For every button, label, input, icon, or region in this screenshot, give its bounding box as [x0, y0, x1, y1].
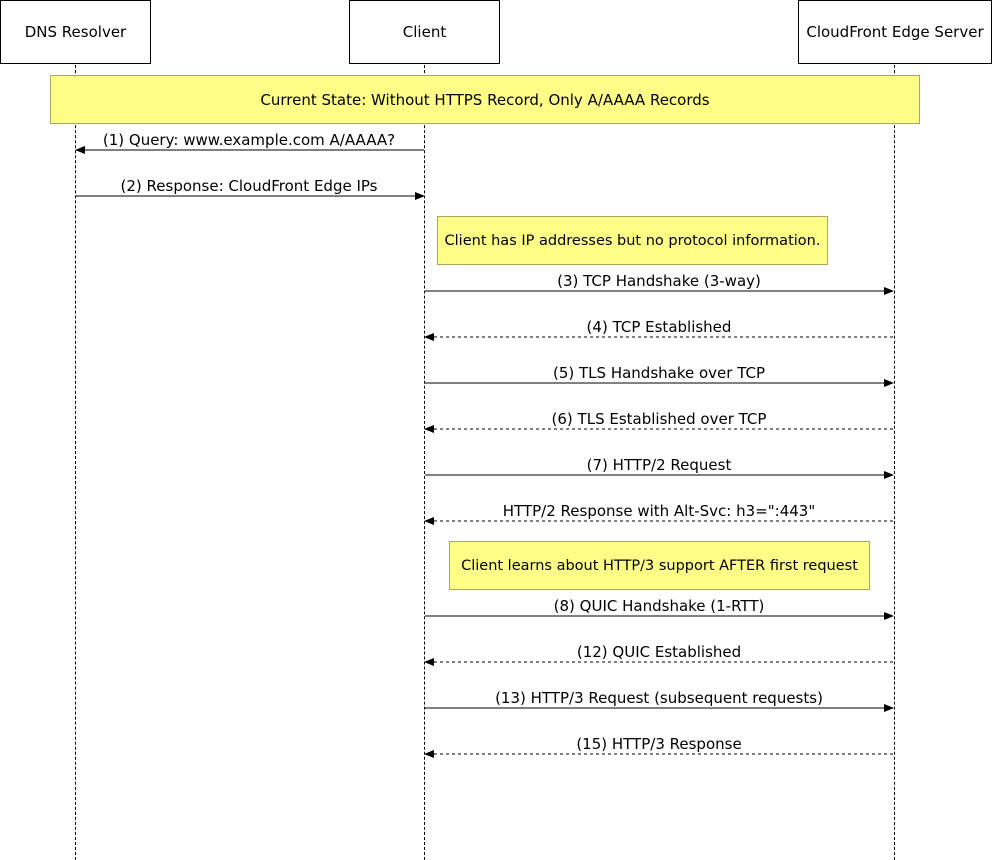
message-label-11: (13) HTTP/3 Request (subsequent requests) — [495, 689, 823, 707]
participant-label: Client — [402, 23, 447, 41]
participant-label: DNS Resolver — [24, 23, 127, 41]
message-label-10: (12) QUIC Established — [576, 643, 742, 661]
message-label-5: (5) TLS Handshake over TCP — [552, 364, 766, 382]
message-label-4: (4) TCP Established — [586, 318, 732, 336]
message-label-8: HTTP/2 Response with Alt-Svc: h3=":443" — [502, 502, 816, 520]
title-note-text: Current State: Without HTTPS Record, Only A/AAAA Records — [260, 90, 710, 109]
message-label-3: (3) TCP Handshake (3-way) — [557, 272, 761, 290]
participant-label: CloudFront Edge Server — [806, 23, 984, 41]
note-text: Client has IP addresses but no protocol information. — [444, 232, 821, 249]
message-label-6: (6) TLS Established over TCP — [551, 410, 767, 428]
message-label-1: (1) Query: www.example.com A/AAAA? — [102, 131, 396, 149]
message-label-9: (8) QUIC Handshake (1-RTT) — [553, 597, 765, 615]
note-text: Client learns about HTTP/3 support AFTER first request — [461, 557, 858, 574]
message-label-2: (2) Response: CloudFront Edge IPs — [120, 177, 378, 195]
message-label-7: (7) HTTP/2 Request — [586, 456, 732, 474]
message-label-12: (15) HTTP/3 Response — [576, 735, 742, 753]
